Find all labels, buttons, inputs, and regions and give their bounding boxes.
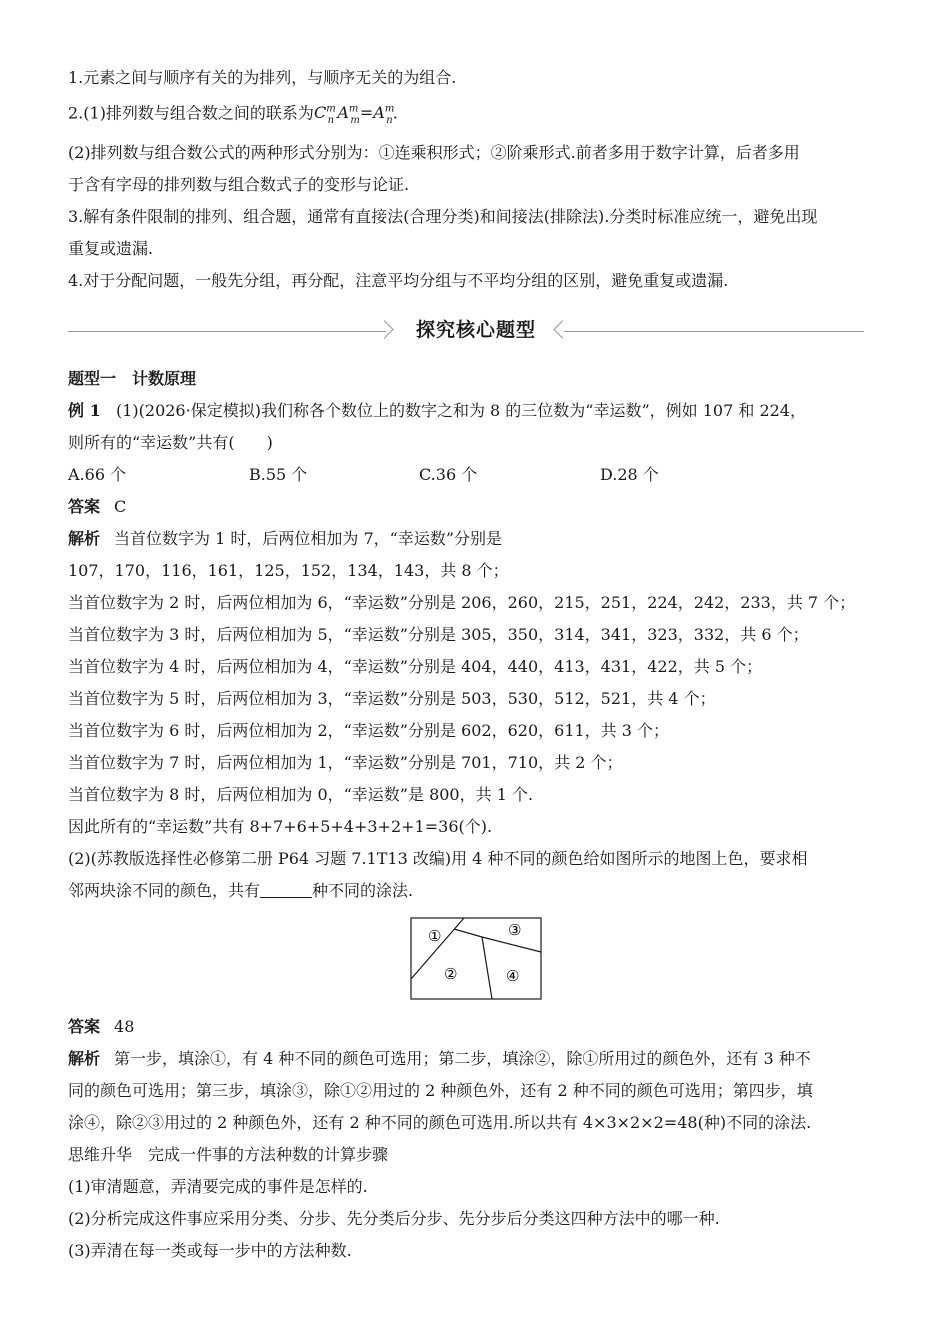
analysis-1-line9: 因此所有的“幸运数”共有 8+7+6+5+4+3+2+1=36(个).: [68, 816, 493, 836]
analysis-2-text: 第一步，填涂①，有 4 种不同的颜色可选用；第二步，填涂②，除①所用过的颜色外，还有 3 种不: [114, 1048, 811, 1068]
answer-choices: [68, 459, 884, 491]
analysis-2-label: 解析: [68, 1048, 101, 1068]
divider-right: [564, 331, 864, 332]
thinking-step-2: (2)分析完成这件事应采用分类、分步、先分类后分步、先分步后分类这四种方法中的哪一种.: [68, 1208, 720, 1228]
map-region-1-label: ①: [428, 926, 442, 945]
answer-1-value: C: [114, 496, 127, 516]
combination-formula: $C^m_n$ $A^m_m=A^m_n$: [313, 103, 395, 126]
analysis-1-text: 当首位数字为 1 时，后两位相加为 7，“幸运数”分别是: [114, 528, 502, 548]
analysis-1-line5: 当首位数字为 5 时，后两位相加为 3，“幸运数”分别是 503，530，512，521，共 4 个；: [68, 688, 716, 708]
summary-point-2: 2.(1)排列数与组合数之间的联系为$C^m_n$ $A^m_m=A^m_n$.: [68, 103, 398, 126]
analysis-1-line7: 当首位数字为 7 时，后两位相加为 1，“幸运数”分别是 701，710，共 2 个；: [68, 752, 623, 772]
answer-2: [68, 1011, 884, 1043]
summary-point-4-line2: 重复或遗漏.: [68, 238, 154, 258]
choice-d: D.28 个: [600, 464, 659, 484]
thinking-label: 思维升华: [68, 1144, 133, 1164]
answer-2-label: 答案: [68, 1016, 101, 1036]
summary-point-1: 1.元素之间与顺序有关的为排列，与顺序无关的为组合.: [68, 68, 457, 87]
answer-1: [68, 491, 884, 523]
answer-label: 答案: [68, 496, 101, 516]
fill-blank: [260, 879, 312, 898]
question-1-text: (1)(2026·保定模拟)我们称各个数位上的数字之和为 8 的三位数为“幸运数”，例如 107 和 224，: [115, 400, 806, 420]
summary-point-2-text: 2.(1)排列数与组合数之间的联系为: [68, 103, 314, 123]
analysis-1-line8: 当首位数字为 8 时，后两位相加为 0，“幸运数”是 800，共 1 个.: [68, 784, 534, 804]
summary-point-3-line1: (2)排列数与组合数公式的两种形式分别为：①连乘积形式；②阶乘形式.前者多用于数字计算，后者多用: [68, 142, 800, 162]
choice-a: A.66 个: [68, 464, 127, 484]
map-region-4-label: ④: [506, 966, 520, 985]
map-region-2-label: ②: [444, 964, 458, 983]
analysis-1-line0: [68, 523, 884, 555]
analysis-2-line2: 同的颜色可选用；第三步，填涂③，除①②用过的 2 种颜色外，还有 2 种不同的颜色可选用；第四步，填: [68, 1080, 813, 1100]
question-1-line1: [68, 395, 884, 427]
analysis-1-line4: 当首位数字为 4 时，后两位相加为 4，“幸运数”分别是 404，440，413，431，422，共 5 个；: [68, 656, 763, 676]
summary-point-4-line1: 3.解有条件限制的排列、组合题，通常有直接法(合理分类)和间接法(排除法).分类时标准应统一，避免出现: [68, 206, 818, 226]
summary-point-3-line2: 于含有字母的排列数与组合数式子的变形与论证.: [68, 174, 410, 194]
choice-c: C.36 个: [419, 464, 478, 484]
analysis-1-line1: 107，170，116，161，125，152，134，143，共 8 个；: [68, 560, 509, 580]
analysis-2-line1: [68, 1043, 884, 1075]
thinking-title: 完成一件事的方法种数的计算步骤: [148, 1144, 389, 1164]
document-page: [68, 62, 884, 1267]
choice-b: B.55 个: [249, 464, 308, 484]
thinking-step-3: (3)弄清在每一类或每一步中的方法种数.: [68, 1240, 352, 1260]
map-boundary-2-4: [482, 937, 492, 999]
map-region-3-label: ③: [508, 920, 522, 939]
map-boundary-2-3-upper: [454, 929, 482, 937]
section-header: [68, 313, 884, 349]
analysis-2-line3: 涂④，除②③用过的 2 种颜色外，还有 2 种不同的颜色可选用.所以共有 4×3×2×2=48(种)不同的涂法.: [68, 1112, 812, 1132]
question-2-line1: (2)(苏教版选择性必修第二册 P64 习题 7.1T13 改编)用 4 种不同的颜色给如图所示的地图上色，要求相: [68, 848, 808, 868]
answer-2-value: 48: [114, 1016, 135, 1036]
question-2-line2: [68, 875, 884, 907]
summary-point-5: 4.对于分配问题，一般先分组，再分配，注意平均分组与不平均分组的区别，避免重复或遗漏.: [68, 270, 729, 290]
example-label: 例 1: [68, 400, 101, 420]
analysis-1-line2: 当首位数字为 2 时，后两位相加为 6，“幸运数”分别是 206，260，215，251，224，242，233，共 7 个；: [68, 592, 856, 612]
map-figure: [410, 917, 542, 1001]
thinking-heading: [68, 1139, 884, 1171]
map-figure-container: [68, 917, 884, 1001]
analysis-1-line3: 当首位数字为 3 时，后两位相加为 5，“幸运数”分别是 305，350，314，341，323，332，共 6 个；: [68, 624, 809, 644]
section-title: 探究核心题型: [415, 318, 536, 341]
analysis-1-line6: 当首位数字为 6 时，后两位相加为 2，“幸运数”分别是 602，620，611，共 3 个；: [68, 720, 670, 740]
question-1-line2: 则所有的“幸运数”共有( ): [68, 432, 273, 452]
thinking-step-1: (1)审清题意，弄清要完成的事件是怎样的.: [68, 1176, 368, 1196]
question-2-text-b: 种不同的涂法.: [312, 880, 414, 900]
map-boundary-3-4: [482, 937, 541, 952]
topic-heading: 题型一 计数原理: [68, 368, 197, 388]
question-2-text-a: 邻两块涂不同的颜色，共有: [68, 880, 261, 900]
analysis-label: 解析: [68, 528, 101, 548]
